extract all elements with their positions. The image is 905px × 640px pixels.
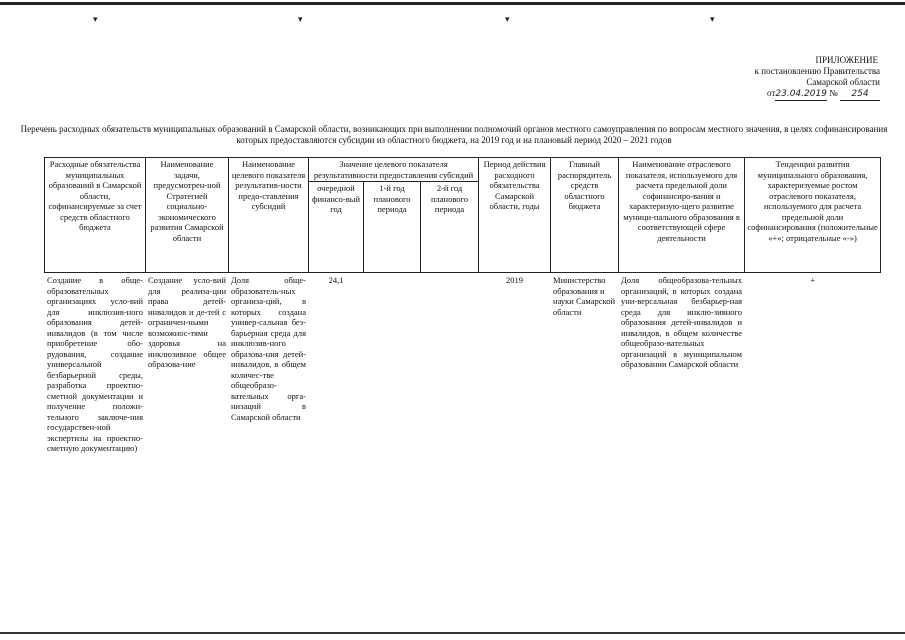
appendix-line-1: к постановлению Правительства — [754, 66, 880, 76]
header-col-3: Наименование целевого показателя результатив-ности предо-ставления субсидий — [229, 158, 309, 273]
cell-task: Создание усло-вий для реализа-ции права детей-инвалидов и де-тей с ограничен-ными возможнос-тями здоровья на инклюзивное общее образова-ние — [148, 275, 226, 369]
scan-mark: ▾ — [710, 14, 715, 24]
appendix-block — [700, 55, 880, 101]
cell-period: 2019 — [506, 275, 524, 285]
appendix-date-line — [700, 88, 880, 101]
obligations-table — [44, 157, 881, 456]
document-heading: Перечень расходных обязательств муниципальных образований в Самарской области, возникающих при выполнении полномочий органов местного самоуправления по вопросам местного значения, в целях софинансирования которых предоставляются субсидии из областного бюджета, на 2019 год и на плановый период 2020 – 2021 годов — [20, 124, 888, 145]
cell-trend: + — [810, 275, 816, 285]
number-value: 254 — [840, 89, 880, 101]
appendix-line-2: Самарской области — [806, 77, 880, 87]
cell-value-plan-1 — [364, 273, 421, 456]
header-col-5: Период действия расходного обязательства Самарской области, годы — [479, 158, 551, 273]
header-col-6: Главный распорядитель средств областного бюджета — [551, 158, 619, 273]
data-row — [45, 273, 881, 456]
scan-mark: ▾ — [505, 14, 510, 24]
header-col-7: Наименование отраслевого показателя, используемого для расчета предельной доли софинансиро-вания и характеризую-щего развитие муници-пального образования в соответствующей сфере деятельности — [619, 158, 745, 273]
number-prefix: № — [829, 88, 838, 98]
scan-bottom-border — [0, 632, 905, 634]
header-col-2: Наименование задачи, предусмотрен-ной Стратегией социально-экономического развития Самарской области — [146, 158, 229, 273]
header-group-values: Значение целевого показателя результативности предоставления субсидий — [309, 158, 479, 182]
header-col-8: Тенденции развития муниципального образования, характеризуемые ростом отраслевого показателя, используемого для расчета предельной доли софинансирования (положительные «+»; отрицательные «-») — [745, 158, 881, 273]
header-sub-2: 1-й год планового периода — [364, 182, 421, 273]
cell-target-indicator: Доля обще-образователь-ных организа-ций, в которых создана универ-сальная без-барьерная среда для инклюзив-ного образова-ния детей-инвалидов, в общем количес-тве общеобразо-вательных орга-низаций в Самарской области — [231, 275, 306, 422]
date-prefix: от — [767, 88, 776, 98]
cell-value-plan-2 — [421, 273, 479, 456]
cell-value-current: 24,1 — [328, 275, 344, 285]
header-sub-3: 2-й год планового периода — [421, 182, 479, 273]
date-value: 23.04.2019 — [775, 89, 827, 99]
cell-budget-manager: Министерство образования и науки Самарской области — [553, 275, 616, 317]
cell-sector-indicator: Доля общеобразова-тельных организаций, в которых создана уни-версальная безбарьер-ная среда для инклю-зивного образования детей-инвалидов и инвалидов, в общем количестве общеобразо-вательных организаций в муниципальном образовании Самарской области — [621, 275, 743, 369]
header-sub-1: очередной финансо-вый год — [309, 182, 364, 273]
scan-mark: ▾ — [93, 14, 98, 24]
scan-mark: ▾ — [298, 14, 303, 24]
cell-obligation: Создание в обще-образовательных организациях усло-вий для инклюзив-ного образования детей-инвалидов (в том числе приобретение обо-рудования, создание универсальной безбарьерной среды, разработка проектно-сметной документации и получение положи-тельного заключе-ния государствен-ной экспертизы на проектно-сметную документацию) — [47, 275, 143, 453]
appendix-title: ПРИЛОЖЕНИЕ — [815, 55, 878, 65]
scan-top-border — [0, 2, 905, 5]
header-col-1: Расходные обязательства муниципальных образований в Самарской области, софинансируемые за счет средств областного бюджета — [45, 158, 146, 273]
header-row-1 — [45, 158, 881, 182]
